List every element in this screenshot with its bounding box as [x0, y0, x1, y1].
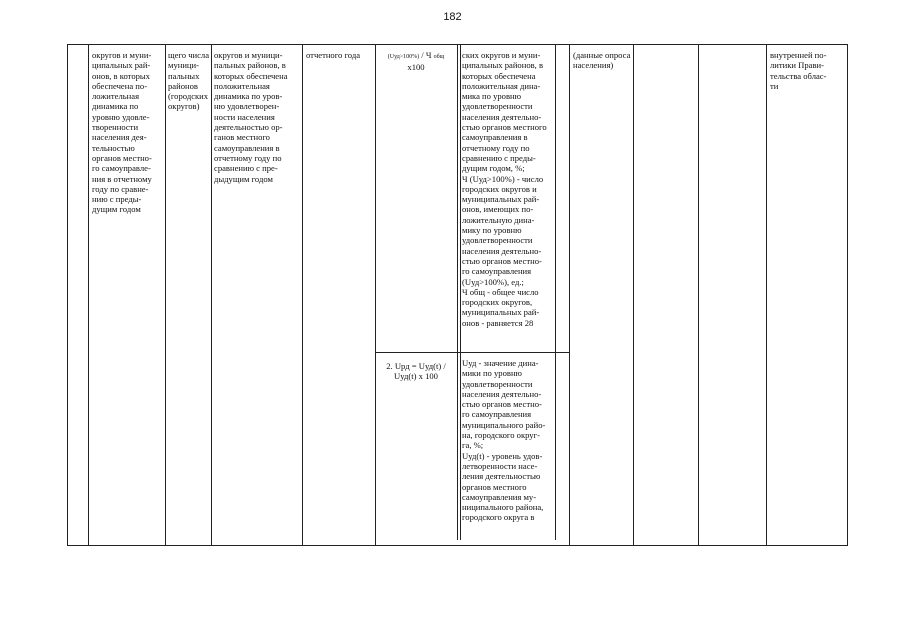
table-border-right — [847, 44, 848, 545]
table-column-line — [555, 44, 556, 540]
table-border-top — [67, 44, 848, 45]
period-cell: отчетного года — [306, 50, 361, 60]
row-separator — [375, 352, 570, 353]
formula-1-line-2: x100 — [407, 62, 425, 73]
table-column-line — [211, 44, 212, 545]
formula-cell-1 — [377, 50, 455, 73]
variables-cell-1: ских округов и муни- ципальных районов, в которых обеспечена положительная дина- мика по уровню удовлетворенности населения деятельно- стью органов местного самоуправления в отчетному году по сравнению с преды- дущим годом, %; Ч (Uуд>100%) - число городских округов и муниципальных рай- онов, имеющих по- ложительную дина- мику по уровню удовлетворенности населения деятельно- стью органов местно- го самоуправления (Uуд>100%), ед.; Ч общ - общее число городских округов, муниципальных рай- онов - равняется 28 — [462, 50, 547, 328]
unit-cell: щего числа муници- пальных районов (городских округов) — [168, 50, 210, 112]
table-column-line — [569, 44, 570, 545]
page-number: 182 — [443, 11, 462, 23]
table-column-line — [766, 44, 767, 545]
table-border-bottom — [67, 545, 848, 546]
table-column-line — [460, 44, 461, 540]
source-cell: (данные опроса населения) — [573, 50, 631, 71]
table-column-line — [165, 44, 166, 545]
table-column-line — [633, 44, 634, 545]
variables-cell-2: Uуд - значение дина- мики по уровню удовлетворенности населения деятельно- стью органов местно- го самоуправления муниципального райо- на, городского округ- га, %; Uуд(t) - уровень удов- летворенности насе- ления деятельностью органов местного самоуправления му- ниципального района, городского округа в — [462, 358, 546, 523]
definition-cell: округов и муници- пальных районов, в которых обеспечена положительная динамика по уров- ню удовлетворен- ности населения деятельностью ор- ганов местного самоуправления в отчетному году по сравнению с пре- дыдущим годом — [214, 50, 288, 184]
responsible-cell: внутренней по- литики Прави- тельства облас- ти — [770, 50, 827, 91]
table-column-line — [302, 44, 303, 545]
formula-1-condition: (Uуд>100%) — [387, 54, 420, 60]
indicator-name-cell: округов и муни- ципальных рай- онов, в которых обеспечена по- ложительная динамика по уровню удовле- творенности населения дея- тельностью органов местно- го самоуправле- ния в отчетному году по сравне- нию с преды- дущим годом — [92, 50, 152, 215]
table-column-line — [375, 44, 376, 545]
formula-1-subscript: общ — [433, 54, 445, 60]
table-column-line — [698, 44, 699, 545]
formula-1-operator: / Ч — [419, 50, 434, 60]
table-column-line — [457, 44, 458, 540]
formula-2-line-2: Uуд(t) x 100 — [394, 371, 438, 382]
formula-1-line-1 — [377, 50, 455, 62]
formula-cell-2 — [377, 361, 455, 382]
table-border-left — [67, 44, 68, 545]
table-column-line — [88, 44, 89, 545]
formula-2-line-1: 2. Uрд = Uуд(t) / — [386, 361, 446, 371]
